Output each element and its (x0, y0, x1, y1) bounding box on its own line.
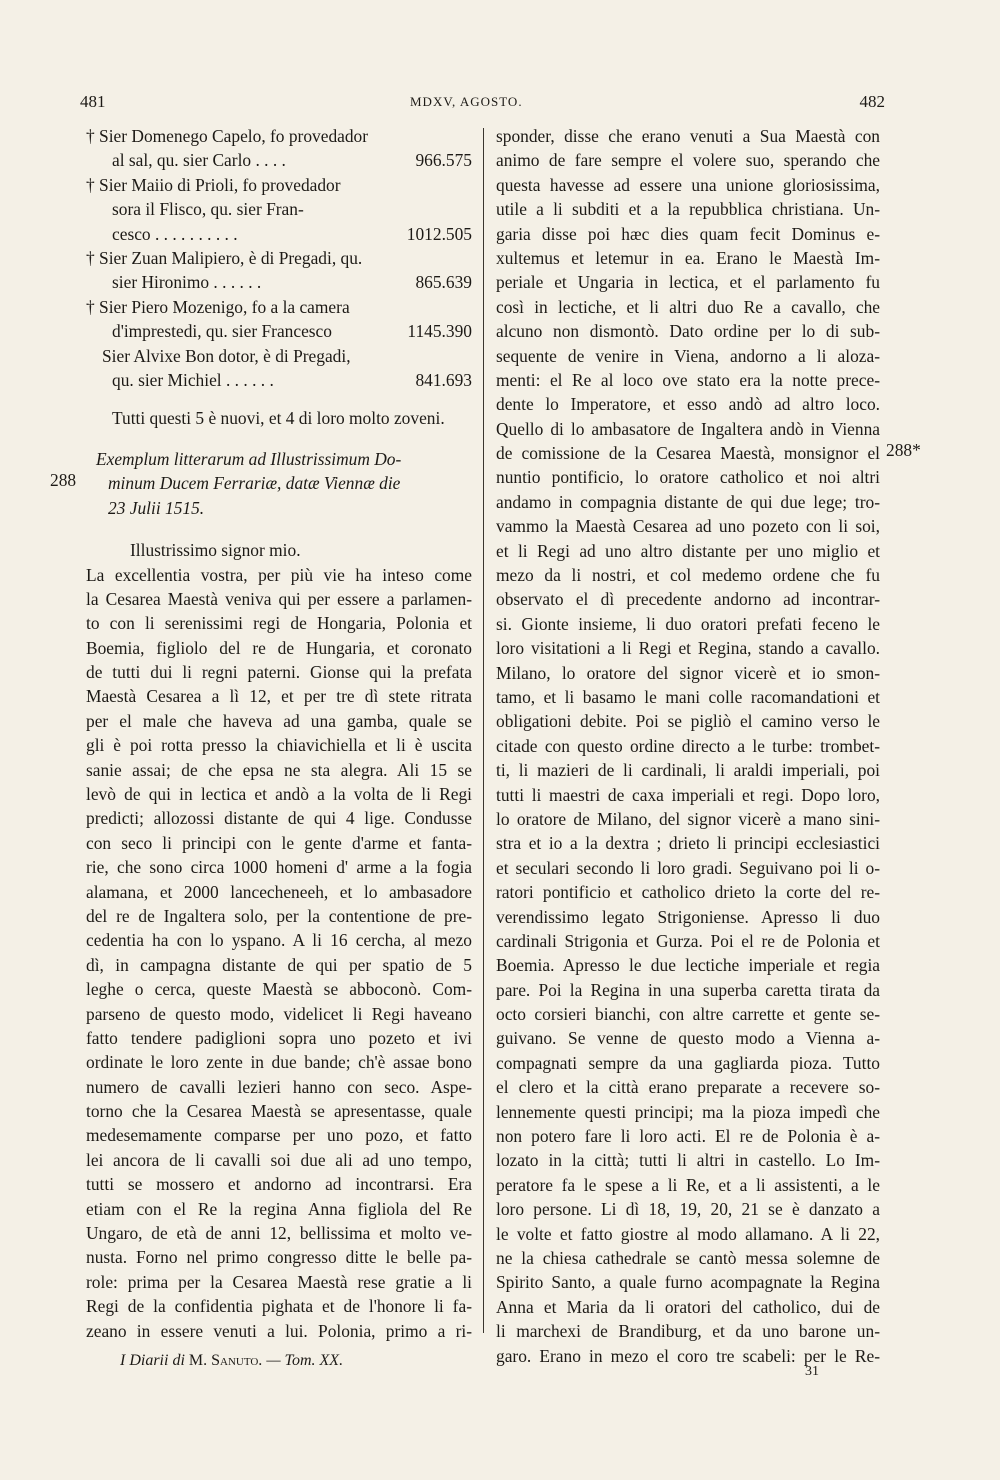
text-line: etiam con el Re la regina Anna figliola del Re (86, 1198, 472, 1219)
list-item (86, 295, 472, 344)
entry-line: cesco . . . . . . . . . . 1012.505 (86, 222, 472, 246)
text-line: Quello di lo ambasatore de Ingaltera andò in Vienna (496, 418, 880, 439)
text-line: menti: el Re al loco ove stato era la notte prece- (496, 369, 880, 390)
text-line: garia disse poi hæc dies quam fecit Dominus e- (496, 223, 880, 244)
footer-tome: — Tom. XX. (266, 1352, 344, 1369)
text-line: li marchexi de Brandiburg, et da uno barone un- (496, 1321, 880, 1342)
text-line: del re de Ingaltera solo, per la contentione de pre- (86, 905, 472, 926)
text-line: numero de cavalli lezieri hanno con seco. Aspe- (86, 1076, 472, 1097)
text-line: lo oratore de Milano, del signor vicerè a mano sini- (496, 808, 880, 829)
text-line: tutti se mossero et andorno ad incontrarsi. Era (86, 1174, 472, 1195)
text-line: leghe o cerca, queste Maestà se abboconò. Com- (86, 979, 472, 1000)
entry-line: † Sier Piero Mozenigo, fo a la camera (86, 296, 350, 317)
text-line: el clero et la città erano preparate a recevere so- (496, 1077, 880, 1098)
text-line: role: prima per la Cesarea Maestà rese gratie a li (86, 1271, 472, 1292)
entry-amount: 841.693 (415, 370, 472, 391)
text-line: compagnati sempre da una gagliarda pioza. Tutto (496, 1052, 880, 1073)
entry-line: † Sier Maiio di Prioli, fo provedador (86, 174, 341, 195)
text-line: con seco li principi con le gente d'arme et fanta- (86, 832, 472, 853)
footer (120, 1352, 420, 1370)
text-line: medesemamente comparse per uno pozo, et fatto (86, 1125, 472, 1146)
text-line: utile a li subditi et a la repubblica christiana. Un- (496, 199, 880, 220)
page-number-left: 481 (80, 92, 106, 111)
text-line: predicti; allozossi distante de qui 4 lige. Condusse (86, 808, 472, 829)
text-line: de comissione de la Cesarea Maestà, monsignor el (496, 443, 880, 464)
entry-line: † Sier Zuan Malipiero, è di Pregadi, qu. (86, 248, 363, 269)
entry-line: † Sier Domenego Capelo, fo provedador (86, 126, 369, 146)
entry-line: qu. sier Michiel . . . . . . 841.693 (86, 368, 472, 392)
text-line: cardinali Strigonia et Gurza. Poi el re de Polonia et (496, 930, 880, 951)
right-column (496, 124, 880, 1368)
margin-number-right: 288* (886, 440, 921, 460)
text-line: non potero fare li loro acti. El re de Polonia è a- (496, 1126, 880, 1147)
text-line: lozato in la città; tutti li altri in castello. Lo Im- (496, 1150, 880, 1171)
entry-amount: 865.639 (415, 272, 472, 293)
entry-amount: 1145.390 (407, 321, 472, 342)
text-line: rie, che sono circa 1000 homeni d' arme a la fogia (86, 857, 472, 878)
list-item (86, 173, 472, 246)
right-body (496, 124, 880, 1368)
text-line: et li Regi ad uno altro distante per uno miglio et (496, 540, 880, 561)
entry-line: Sier Alvixe Bon dotor, è di Pregadi, (102, 345, 351, 366)
text-line: garo. Erano in mezo el coro tre scabeli: per le Re- (496, 1345, 880, 1366)
salutation: Illustrissimo signor mio. (130, 540, 301, 561)
text-line: ordinate le loro zente in due bande; ch'è assae bono (86, 1052, 472, 1073)
text-line: lennemente questi principi; ma la pioza impedì che (496, 1101, 880, 1122)
entry-line: d'imprestedi, qu. sier Francesco 1145.390 (86, 319, 472, 343)
text-line: verendissimo legato Strigoniense. Apresso li duo (496, 906, 880, 927)
running-head (80, 92, 885, 114)
text-line: tamo, et li basamo le mani colle racomandationi et (496, 686, 880, 707)
text-line: sponder, disse che erano venuti a Sua Maestà con (496, 126, 880, 146)
entry-line: al sal, qu. sier Carlo . . . . 966.575 (86, 148, 472, 172)
text-line: si. Gionte insieme, li duo oratori prefati feceno le (496, 613, 880, 634)
text-line: animo de fare sempre el volere suo, sperando che (496, 150, 880, 171)
text-line: la Cesarea Maestà veniva qui per essere a parlamen- (86, 588, 472, 609)
text-line: obligationi debite. Poi se pigliò el camino verso le (496, 711, 880, 732)
text-line: ratori pontificio et catholico drieto la corte del re- (496, 882, 880, 903)
text-line: observato el dì precedente andorno ad incontrar- (496, 589, 880, 610)
text-line: Maestà Cesarea a lì 12, et per tre dì stete ritrata (86, 686, 472, 707)
text-line: alcuno non dismontò. Dato ordine per lo di sub- (496, 321, 880, 342)
footer-author: M. Sanuto. (188, 1352, 263, 1369)
text-line: mezo da li nostri, et col medemo ordene che fu (496, 565, 880, 586)
page-number-right: 482 (859, 92, 885, 111)
text-line: La excellentia vostra, per più vie ha inteso come (86, 564, 472, 585)
text-line: le volte et fatto giostre al modo allamano. A li 22, (496, 1223, 880, 1244)
text-line: tutti li maestri de caxa imperiali et regi. Dopo loro, (496, 784, 880, 805)
text-line: loro visitationi a li Regi et Regina, stando a cavallo. (496, 638, 880, 659)
footer-work: I Diarii di (120, 1352, 185, 1369)
letter-body (86, 563, 472, 1344)
text-line: nusta. Forno nel primo congresso ditte le belle pa- (86, 1247, 472, 1268)
text-line: lei ancora de li cavalli soi due ali ad uno tempo, (86, 1149, 472, 1170)
text-line: parseno de questo modo, videlicet li Regi haveano (86, 1003, 472, 1024)
text-line: torno che la Cesarea Maestà se apresentasse, quale (86, 1101, 472, 1122)
running-title: MDXV, AGOSTO. (410, 94, 523, 109)
text-line: Spirito Santo, a quale furno acompagnate la Regina (496, 1272, 880, 1293)
entry-amount: 966.575 (415, 150, 472, 171)
text-line: dì, in campagna distante de qui per spatio de 5 (86, 954, 472, 975)
margin-number-left: 288 (50, 470, 77, 490)
text-line: cedentia ha con lo yspano. A li 16 cercha, al mezo (86, 930, 472, 951)
text-line: Ungaro, de età de anni 12, bellissima et molto ve- (86, 1223, 472, 1244)
text-line: guivano. Se venne de questo modo a Vienna a- (496, 1028, 880, 1049)
text-line: periale et Ungaria in lectica, et el parlamento fu (496, 272, 880, 293)
list-item (86, 124, 472, 173)
text-line: levò de qui in lectica et andò a la volta de li Regi (86, 784, 472, 805)
text-line: Anna et Maria da li oratori del catholico, dui de (496, 1296, 880, 1317)
text-line: per el male che haveva ad una gamba, quale se (86, 710, 472, 731)
text-line: fatto tendere padiglioni sopra uno pozeto et ivi (86, 1027, 472, 1048)
text-line: gli è poi rotta presso la chiavichiella et li è uscita (86, 735, 472, 756)
text-line: stra et io a la dextra ; drieto li principi ecclesiastici (496, 833, 880, 854)
text-line: vammo la Maestà Cesarea ad uno pozeto con li soi, (496, 516, 880, 537)
text-line: Regi de la confidentia pighata et de l'honore li fa- (86, 1296, 472, 1317)
entry-line: sier Hironimo . . . . . . 865.639 (86, 270, 472, 294)
text-line: sequente de venire in Viena, andorno a li aloza- (496, 345, 880, 366)
text-line: citade con questo ordine directo a le turbe: trombet- (496, 735, 880, 756)
text-line: zeano in essere venuti a lui. Polonia, primo a ri- (86, 1320, 472, 1341)
heading-line: Exemplum litterarum ad Illustrissimum Do- (96, 448, 402, 469)
text-line: così in lectiche, et li altri duo Re a cavallo, che (496, 296, 880, 317)
entry-line: sora il Flisco, qu. sier Fran- (112, 199, 304, 220)
heading-line: minum Ducem Ferrariæ, datæ Viennæ die (108, 473, 401, 494)
text-line: ti, li mazieri de li cardinali, li araldi imperiali, poi (496, 760, 880, 781)
text-line: et seculari secondo li loro gradi. Seguivano poi li o- (496, 857, 880, 878)
text-line: loro persone. Li dì 18, 19, 20, 21 se è danzato a (496, 1199, 880, 1220)
heading-line: 23 Julii 1515. (108, 497, 205, 518)
text-line: ne la chiesa cathedrale se cantò messa solemne de (496, 1247, 880, 1268)
text-line: peratore fa le spese a li Re, et a li assistenti, a le (496, 1174, 880, 1195)
text-line: octo corsieri bianchi, con altre carrette et gente se- (496, 1004, 880, 1025)
letter-heading (86, 447, 472, 520)
text-line: de tutti dui li regni paterni. Gionse qui la prefata (86, 662, 472, 683)
list-item (86, 246, 472, 295)
text-line: Milano, lo oratore del signor vicerè et io smon- (496, 662, 880, 683)
entry-amount: 1012.505 (406, 223, 472, 244)
column-divider (483, 128, 484, 1333)
text-line: alamana, et 2000 lancecheneeh, et lo ambasadore (86, 881, 472, 902)
summary-line: Tutti questi 5 è nuovi, et 4 di loro molto zoveni. (112, 408, 445, 429)
text-line: andamo in compagnia distante de qui due lege; tro- (496, 491, 880, 512)
text-line: to con li serenissimi regi de Hongaria, Polonia et (86, 613, 472, 634)
text-line: xultemus et letemur in ea. Erano le Maestà Im- (496, 247, 880, 268)
text-line: nuntio pontificio, lo oratore catholico et noi altri (496, 467, 880, 488)
text-line: dente lo Imperatore, et esso andò ad altro loco. (496, 394, 880, 415)
text-line: Boemia, figliolo del re de Hungaria, et coronato (86, 637, 472, 658)
text-line: Boemia. Apresso le due lectiche imperiale et regia (496, 955, 880, 976)
text-line: questa havesse ad essere una unione gloriosissima, (496, 174, 880, 195)
list-item (86, 344, 472, 393)
text-line: sanie assai; de che epsa ne sta alegra. Ali 15 se (86, 759, 472, 780)
left-column (86, 124, 472, 1343)
text-line: pare. Poi la Regina in una superba caretta tirata da (496, 979, 880, 1000)
signature-mark: 31 (805, 1364, 819, 1379)
